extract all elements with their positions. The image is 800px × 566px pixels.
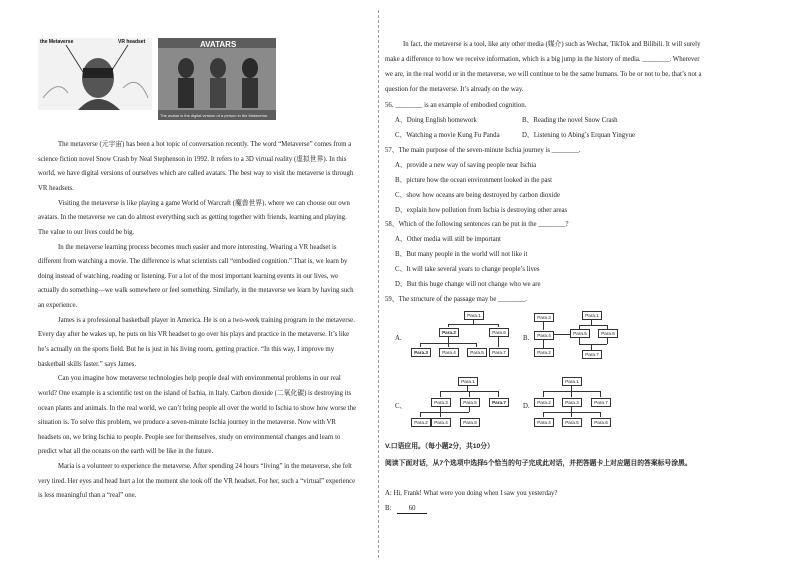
avatars-caption: The avatar is the digital version of a person in the Metaverse.	[160, 113, 269, 118]
dialogue-line-a: A: Hi, Frank! What were you doing when I saw you yesterday?	[385, 490, 558, 497]
para-box: Para.2	[534, 348, 554, 357]
para-box: Para.6	[489, 328, 509, 337]
para-box: Para.5	[460, 398, 480, 407]
para-box: Para.2	[534, 398, 554, 407]
q58-option-c: C、It will take several years to change people’s lives	[395, 266, 540, 273]
paragraph-line: headsets on, we bring Ischia to people. People see for themselves, study on environmental changes and learn to	[38, 434, 341, 441]
avatars-title: AVATARS	[200, 40, 237, 49]
section-v-instruction: 阅读下面对话，从7个选项中选择5个恰当的句子完成此对话，并把答题卡上对应题目的答案标号涂黑。	[385, 460, 692, 467]
question-56: 56. ________ is an example of embodied cognition.	[385, 102, 527, 109]
paragraph-line: actually do something—we walk somewhere or feel something. Similarly, in the metaverse we learn by having such	[38, 287, 354, 294]
question-57: 57、The main purpose of the seven-minute Ischia journey is ________.	[385, 147, 581, 154]
q57-option-b: B、picture how the ocean environment looked in the past	[395, 177, 553, 184]
paragraph-line: Maria is a volunteer to experience the metaverse. After spending 24 hours “living” in the metaverse, she felt	[58, 463, 352, 470]
para-box: Para.1	[464, 311, 484, 320]
speaker-b: B:	[385, 505, 392, 512]
q56-option-b: B、Reading the novel Snow Crash	[522, 117, 618, 124]
para-box: Para.2	[439, 328, 459, 337]
q58-option-a: A、Other media will still be important	[395, 236, 501, 243]
paragraph-line: an experience.	[38, 302, 78, 309]
para-box: Para.1	[562, 377, 582, 386]
paragraph-line: he’s actually on the sports field. But he is just in his living room, getting practice. “In this way, I improve my	[38, 346, 335, 353]
paragraph-line: Visiting the metaverse is like playing a game World of Warcraft (魔兽世界), where we can choose our own	[58, 200, 350, 207]
avatars-photo	[158, 38, 276, 120]
paragraph-line: science fiction novel Snow Crash by Neal Stephenson in 1992. It refers to a 3D virtual reality (虚拟世界). In this	[38, 156, 347, 163]
paragraph-line: VR headsets.	[38, 185, 74, 192]
paragraph-line: In fact, the metaverse is a tool, like any other media (媒介) such as Wechat, TikTok and Bilibili. It will surely	[403, 41, 701, 48]
column-divider	[378, 10, 379, 558]
para-box: Para.4	[534, 418, 554, 427]
q56-option-d: D、Listening to Abing’s Erquan Yingyue	[522, 132, 636, 139]
para-box: Para.5	[467, 348, 487, 357]
paragraph-line: In the metaverse learning process becomes much easier and more interesting. Wearing a VR headset is	[58, 244, 337, 251]
para-box: Para.3	[431, 398, 451, 407]
para-box: Para.5	[562, 418, 582, 427]
paragraph-line: is less meaningful than a “real” one.	[38, 492, 137, 499]
dialogue-line-b	[385, 504, 427, 514]
diagram-c-label: C、	[395, 403, 407, 410]
person-with-headset-illustration	[38, 38, 152, 110]
paragraph-line: ocean plants and animals. In the real world, we can’t bring people all over the world to Ischia to show how worse the	[38, 405, 357, 412]
para-box: Para.7	[591, 398, 611, 407]
para-box: Para.6	[591, 418, 611, 427]
para-box: Para.7	[489, 398, 509, 407]
paragraph-line: situation is. To solve this problem, we produce a seven-minute Ischia journey in the metaverse. Now with VR	[38, 419, 336, 426]
para-box: Para.2	[411, 418, 431, 427]
q57-option-d: D、explain how pollution from Ischia is destroying other areas	[395, 207, 568, 214]
q58-option-b: B、But many people in the world will not like it	[395, 251, 528, 258]
paragraph-line: doing instead of watching, reading or listening. For a lot of the most important learning events in our lives, we	[38, 273, 339, 280]
para-box: Para.5	[570, 329, 590, 338]
paragraph-line: The value to our lives could be big.	[38, 229, 135, 236]
para-box: Para.4	[431, 418, 451, 427]
q56-option-c: C、Watching a movie Kung Fu Panda	[395, 132, 500, 139]
para-box: Para.4	[439, 348, 459, 357]
paragraph-line: Every day after he wakes up, he puts on his VR headset to go over his plays and practice in the metaverse. It’s like	[38, 331, 350, 338]
para-box: Para.7	[582, 350, 602, 359]
para-box: Para.1	[458, 377, 478, 386]
paragraph-line: very tired. Her eyes and head hurt a lot the moment she took off the VR headset. For her, such a “virtual” experience	[38, 478, 356, 485]
q56-option-a: A、Doing English homework	[395, 117, 477, 124]
para-box: Para.7	[489, 348, 509, 357]
diagram-a-label: A.	[395, 335, 402, 342]
answer-blank-60[interactable]: 60	[397, 504, 427, 514]
question-59: 59、The structure of the passage may be ________.	[385, 296, 527, 303]
para-box: Para.6	[460, 418, 480, 427]
paragraph-line: different from watching a movie. The difference is what scientists call “embodied cognition.” That is, we learn by	[38, 258, 348, 265]
metaverse-photo	[38, 38, 152, 110]
q57-option-c: C、show how oceans are being destroyed by carbon dioxide	[395, 192, 560, 199]
paragraph-line: predict what all the oceans on the earth will be like in the future.	[38, 448, 214, 455]
para-box: Para.6	[598, 329, 618, 338]
para-box: Para.3	[562, 398, 582, 407]
paragraph-line: James is a professional basketball player in America. He is on a two-week training program in the metaverse.	[58, 317, 355, 324]
para-box: Para.4	[534, 331, 554, 340]
para-box: Para.3	[534, 313, 554, 322]
paragraph-line: world? One example is a scientific test on the island of Ischia, in Italy. Carbon dioxide (二氧化碳) is destroying its	[38, 390, 352, 397]
label-metaverse: the Metaverse	[40, 39, 74, 45]
avatars-illustration	[158, 38, 276, 120]
paragraph-line: The metaverse (元宇宙) has been a hot topic of conversation recently. The word “Metaverse” comes from a	[58, 141, 352, 148]
paragraph-line: avatars. In the metaverse we can do almost everything such as getting together with friends, learning and playing.	[38, 214, 347, 221]
paragraph-line: question for the metaverse. It’s already on the way.	[385, 86, 524, 93]
paragraph-line: we are, in the real world or in the metaverse, we will continue to be the same humans. To be or not to be, that’s not a	[385, 71, 702, 78]
paragraph-line: basketball skills faster.” says James.	[38, 361, 137, 368]
paragraph-line: make a difference to how we receive information, which is a big jump in the history of media. ________. Wherever	[385, 56, 700, 63]
paragraph-line: Can you imagine how metaverse technologies help people deal with environmental problems in our real	[58, 375, 341, 382]
label-vr-headset: VR headset	[118, 39, 146, 45]
q58-option-d: D、But this huge change will not change who we are	[395, 281, 541, 288]
para-box: Para.3	[411, 348, 431, 357]
question-58: 58、Which of the following sentences can be put in the ________?	[385, 221, 569, 228]
q57-option-a: A、provide a new way of saving people near Ischia	[395, 162, 537, 169]
section-v-title: V.口语应用。（每小题2分，共10分）	[385, 443, 494, 450]
diagram-d-label: D.	[523, 403, 530, 410]
para-box: Para.1	[582, 311, 602, 320]
diagram-b-label: B.	[523, 335, 530, 342]
paragraph-line: world, we have digital versions of ourselves which are called avatars. The best way to visit the metaverse is through	[38, 170, 354, 177]
